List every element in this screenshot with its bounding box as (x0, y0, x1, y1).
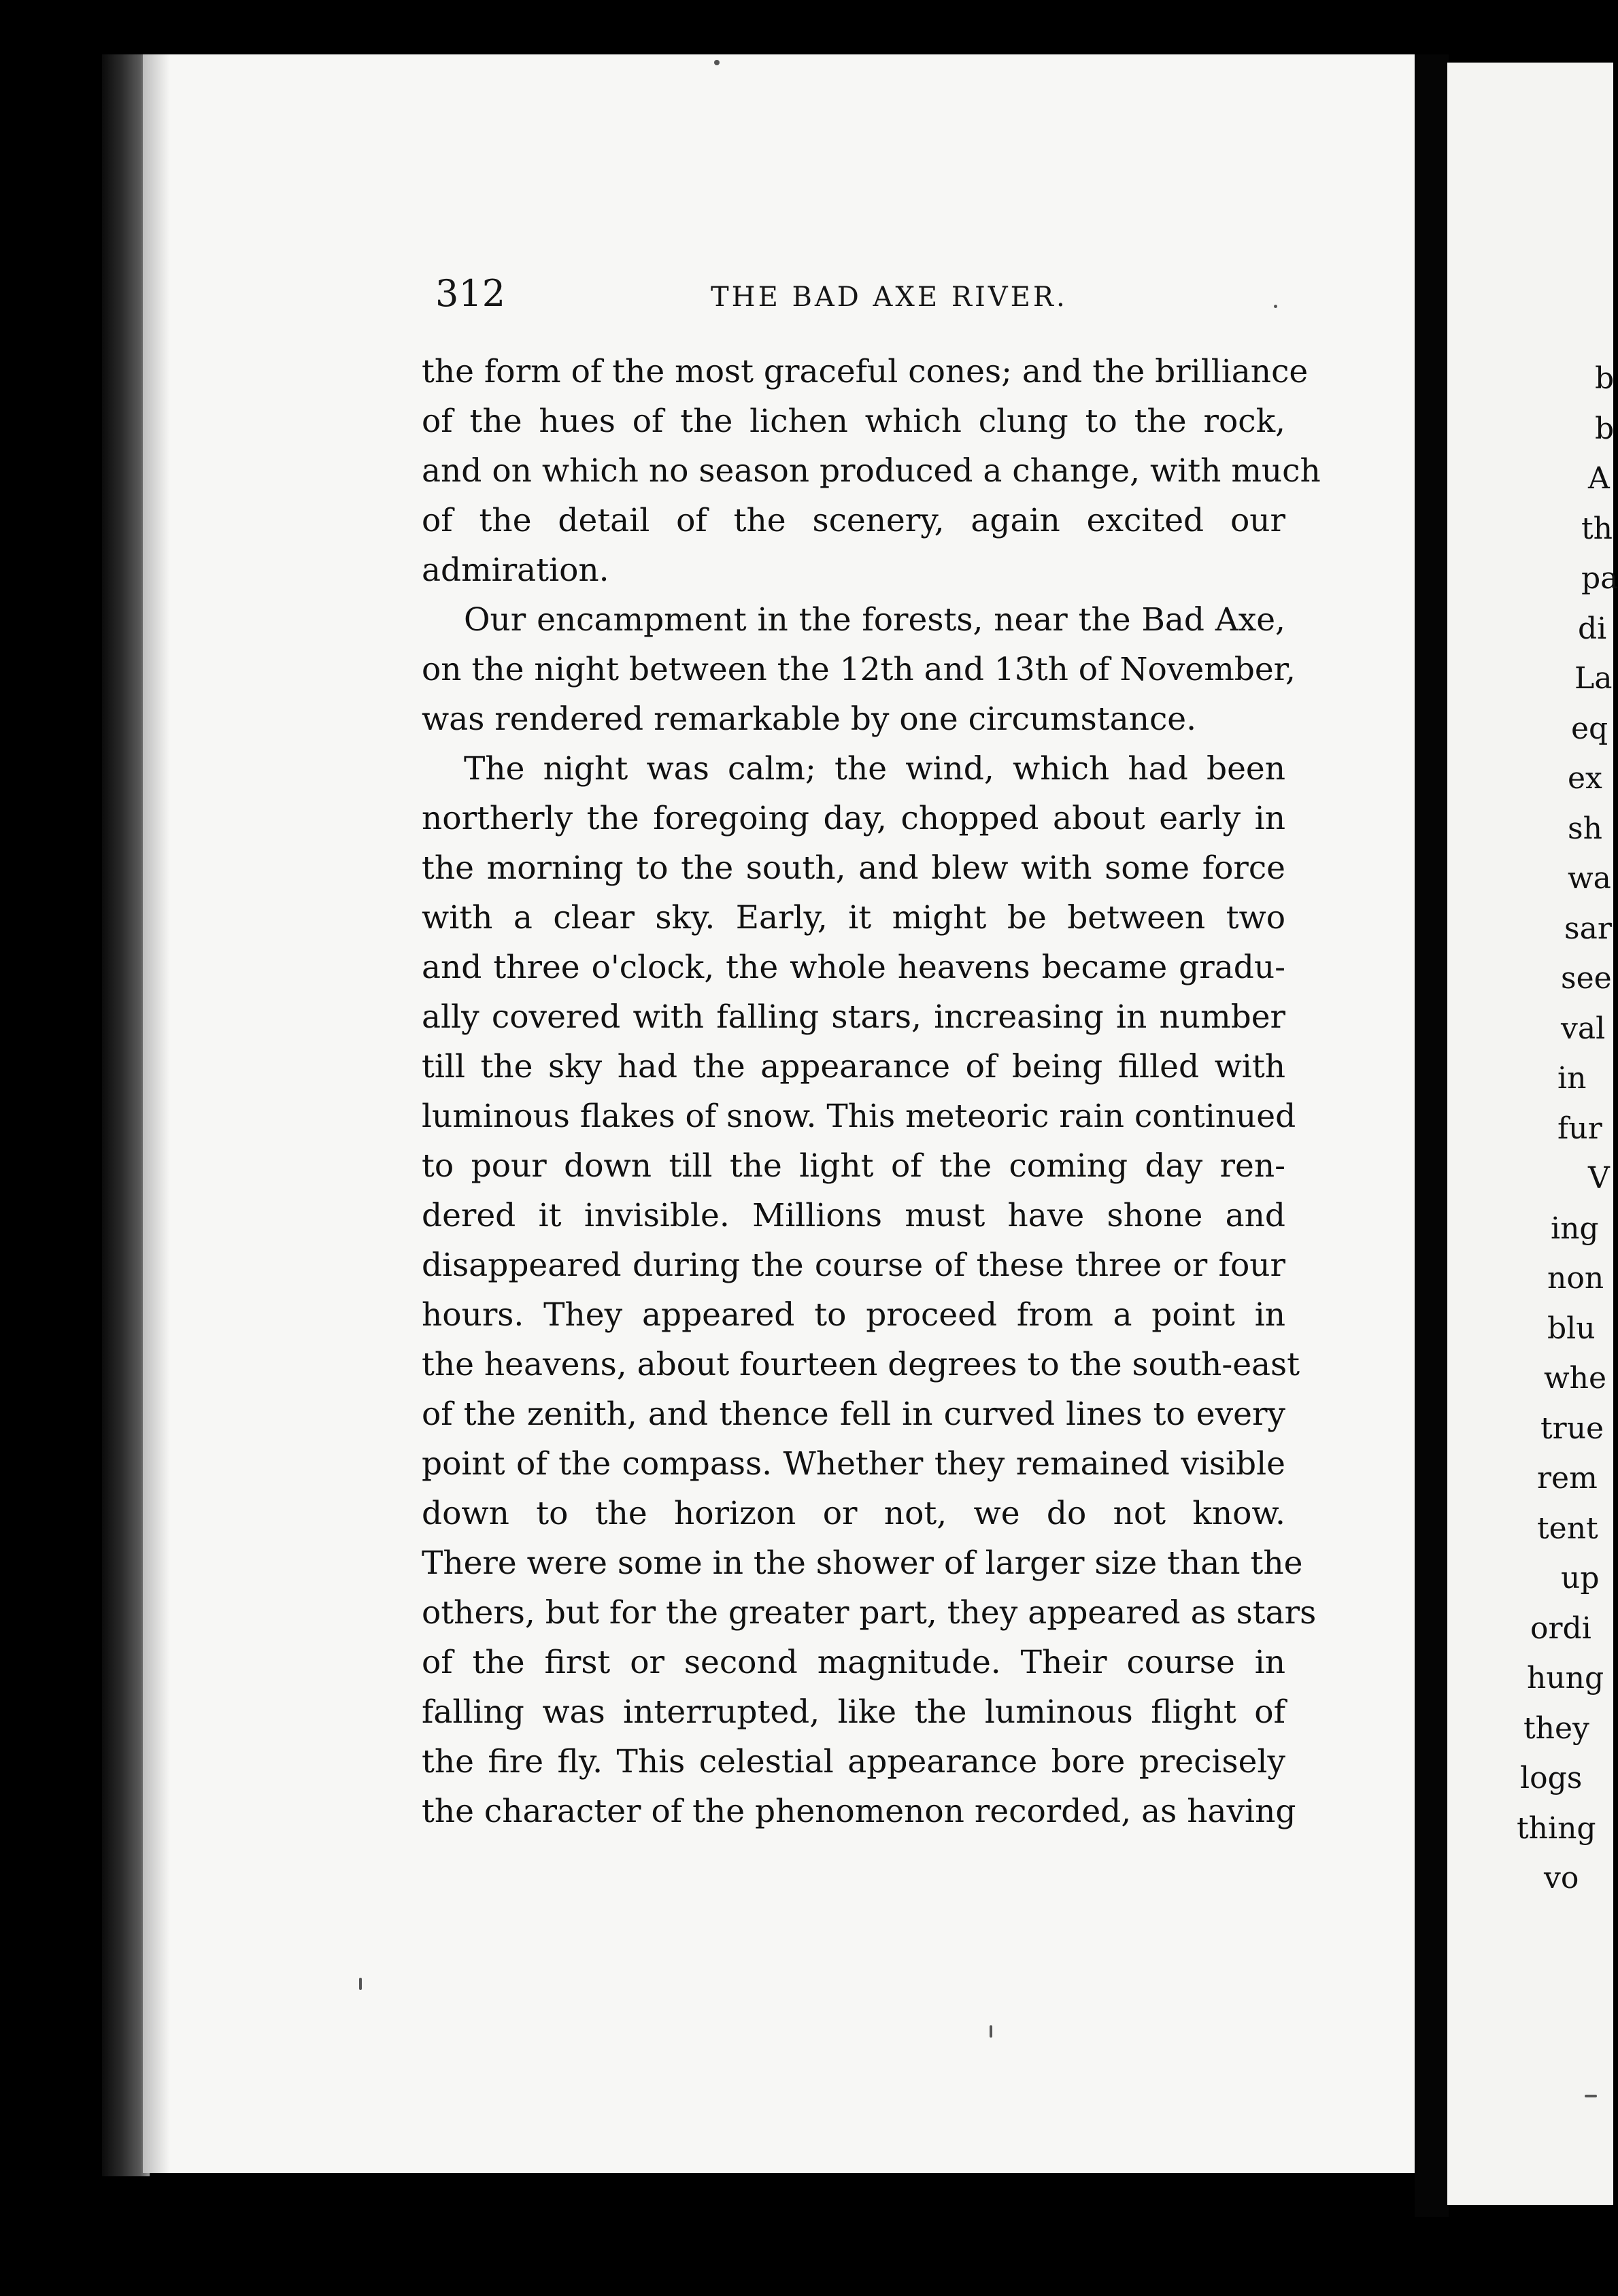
text-fragment: true (1540, 1411, 1604, 1446)
text-line: with a clear sky. Early, it might be between two (422, 899, 1285, 936)
page-speck (359, 1978, 362, 1990)
text-fragment: rem (1537, 1461, 1598, 1496)
text-fragment: non (1547, 1261, 1604, 1296)
page-number: 312 (435, 272, 506, 315)
text-fragment: ing (1551, 1211, 1599, 1246)
text-line: point of the compass. Whether they remained visible (422, 1445, 1285, 1483)
text-line: and on which no season produced a change, with much (422, 452, 1321, 490)
text-line: dered it invisible. Millions must have shone and (422, 1197, 1285, 1234)
page-gutter (1415, 54, 1449, 2217)
text-fragment: La (1574, 661, 1613, 696)
page-header (435, 272, 1299, 326)
text-fragment: see (1561, 961, 1612, 996)
page-speck (1585, 2095, 1597, 2097)
page-speck (714, 60, 720, 65)
text-line: hours. They appeared to proceed from a point in (422, 1296, 1285, 1334)
text-fragment: up (1561, 1561, 1600, 1596)
text-line: ally covered with falling stars, increasing in number (422, 998, 1285, 1036)
text-line: falling was interrupted, like the luminous flight of (422, 1693, 1285, 1731)
text-fragment: ordi (1530, 1610, 1591, 1646)
text-fragment: b (1595, 361, 1615, 396)
text-line: the morning to the south, and blew with some force (422, 849, 1285, 887)
text-line: luminous flakes of snow. This meteoric rain continued (422, 1098, 1296, 1135)
text-fragment: b (1595, 411, 1615, 446)
text-fragment: th (1581, 511, 1613, 546)
text-line: was rendered remarkable by one circumstance. (422, 700, 1197, 738)
text-line: the fire fly. This celestial appearance bore precisely (422, 1743, 1285, 1780)
text-fragment: in (1557, 1061, 1587, 1096)
text-line: of the detail of the scenery, again excited our (422, 502, 1285, 539)
right-page-text-fragments (1452, 354, 1618, 1904)
text-fragment: whe (1544, 1361, 1607, 1396)
text-line: northerly the foregoing day, chopped about early in (422, 800, 1285, 837)
text-line: till the sky had the appearance of being filled with (422, 1048, 1285, 1085)
text-line: on the night between the 12th and 13th of November, (422, 651, 1296, 688)
text-fragment: pa (1581, 561, 1618, 596)
text-fragment: di (1578, 611, 1607, 646)
text-line: to pour down till the light of the coming day ren- (422, 1147, 1285, 1185)
text-line: The night was calm; the wind, which had been (464, 750, 1285, 788)
text-fragment: logs (1520, 1761, 1583, 1795)
running-title: THE BAD AXE RIVER. (711, 282, 1068, 313)
text-line: the heavens, about fourteen degrees to the south-east (422, 1346, 1300, 1383)
page-speck (1274, 305, 1277, 308)
text-fragment: sh (1568, 811, 1602, 846)
text-fragment: hung (1527, 1661, 1604, 1695)
text-fragment: val (1561, 1011, 1606, 1046)
text-fragment: eq (1571, 711, 1608, 746)
text-fragment: they (1523, 1710, 1589, 1746)
text-fragment: wa (1568, 861, 1611, 896)
text-line: down to the horizon or not, we do not know. (422, 1495, 1285, 1532)
text-fragment: A (1588, 461, 1610, 496)
text-line: There were some in the shower of larger size than the (422, 1544, 1303, 1582)
text-fragment: fur (1557, 1111, 1602, 1146)
text-fragment: sar (1564, 911, 1612, 946)
text-line: admiration. (422, 552, 609, 589)
text-fragment: vo (1544, 1861, 1579, 1895)
text-fragment: thing (1517, 1810, 1596, 1846)
text-line: Our encampment in the forests, near the Bad Axe, (464, 601, 1285, 639)
text-fragment: ex (1568, 761, 1602, 796)
text-fragment: tent (1537, 1510, 1598, 1546)
text-line: of the zenith, and thence fell in curved lines to every (422, 1396, 1285, 1433)
text-line: others, but for the greater part, they appeared as stars (422, 1594, 1317, 1632)
text-line: the character of the phenomenon recorded, as having (422, 1793, 1296, 1830)
text-line: disappeared during the course of these three or four (422, 1247, 1285, 1284)
text-fragment: blu (1547, 1311, 1596, 1346)
text-line: of the hues of the lichen which clung to the rock, (422, 403, 1285, 440)
text-line: and three o'clock, the whole heavens became gradu- (422, 949, 1285, 986)
text-line: the form of the most graceful cones; and the brilliance (422, 353, 1309, 390)
page-body-text (422, 347, 1321, 1836)
text-line: of the first or second magnitude. Their course in (422, 1644, 1285, 1681)
page-speck (990, 2025, 992, 2038)
text-fragment: V (1588, 1161, 1610, 1196)
